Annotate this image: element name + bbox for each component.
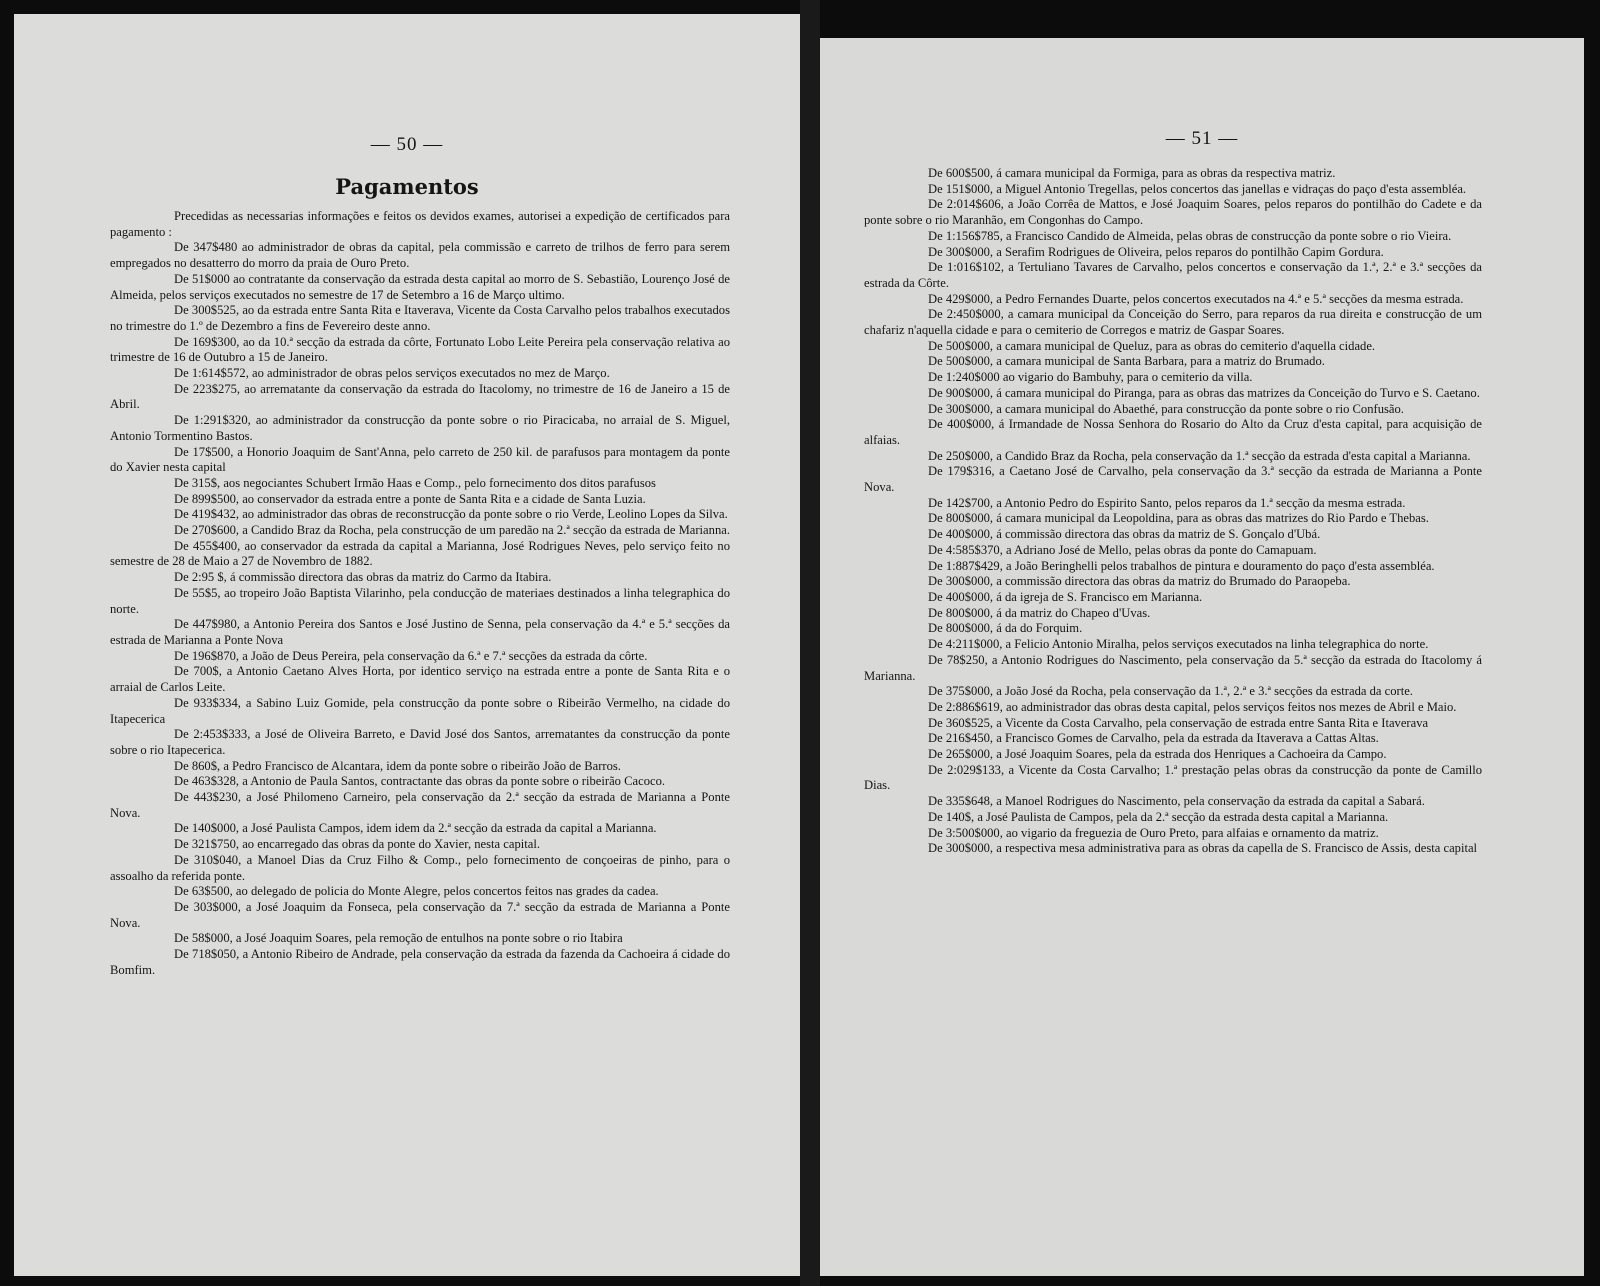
payment-entry: De 2:450$000, a camara municipal da Conceição do Serro, para reparos da rua direita e construcção de um chafariz n'aquella cidade e para o cemiterio de Corregos e matriz de Gaspar Soares. bbox=[864, 307, 1482, 338]
payment-entry: De 151$000, a Miguel Antonio Tregellas, pelos concertos das janellas e vidraças do paço d'esta assembléa. bbox=[928, 181, 1467, 196]
payment-entry: De 216$450, a Francisco Gomes de Carvalho, pela da estrada da Itaverava a Cattas Altas. bbox=[928, 731, 1379, 746]
payment-entry: De 2:014$606, a João Corrêa de Mattos, e José Joaquim Soares, pelos reparos do pontilhão do Cadete e da ponte sobre o rio Maranhão, em Congonhas do Campo. bbox=[864, 197, 1482, 228]
right-page bbox=[820, 38, 1584, 1276]
left-page bbox=[14, 14, 800, 1276]
payment-entry: De 400$000, á Irmandade de Nossa Senhora do Rosario do Alto da Cruz d'esta capital, para acquisição de alfaias. bbox=[864, 417, 1482, 447]
payment-entry: De 140$, a José Paulista de Campos, pela da 2.ª secção da estrada desta capital a Marianna. bbox=[928, 809, 1389, 824]
payment-entry: De 400$000, á da igreja de S. Francisco em Marianna. bbox=[928, 589, 1203, 604]
payment-entry: De 2:95 $, á commissão directora das obras da matriz do Carmo da Itabira. bbox=[174, 570, 552, 585]
payment-entry: De 860$, a Pedro Francisco de Alcantara, idem da ponte sobre o ribeirão João de Barros. bbox=[174, 758, 621, 773]
payment-entry: De 169$300, ao da 10.ª secção da estrada da côrte, Fortunato Lobo Leite Pereira pela conservação relativa ao trimestre de 16 de Outubro a 15 de Janeiro. bbox=[110, 334, 730, 365]
page-number-right: — 51 — bbox=[1165, 128, 1239, 149]
payment-entry: De 196$870, a João de Deus Pereira, pela conservação da 6.ª e 7.ª secções da estrada da côrte. bbox=[174, 648, 648, 663]
payment-entry: De 140$000, a José Paulista Campos, idem idem da 2.ª secção da estrada da capital a Marianna. bbox=[174, 821, 657, 836]
payment-entry: De 250$000, a Candido Braz da Rocha, pela conservação da 1.ª secção da estrada d'esta capital a Marianna. bbox=[928, 448, 1471, 463]
payment-entry: De 315$, aos negociantes Schubert Irmão Haas e Comp., pelo fornecimento dos ditos parafusos bbox=[174, 475, 656, 490]
payment-entry: De 900$000, á camara municipal do Piranga, para as obras das matrizes da Conceição do Turvo e S. Caetano. bbox=[928, 385, 1480, 400]
payment-entry: De 419$432, ao administrador das obras de reconstrucção da ponte sobre o rio Verde, Leolino Lopes da Silva. bbox=[174, 507, 728, 522]
payment-entry: De 265$000, a José Joaquim Soares, pela da estrada dos Henriques a Cachoeira da Campo. bbox=[928, 747, 1387, 762]
payment-entry: De 58$000, a José Joaquim Soares, pela remoção de entulhos na ponte sobre o rio Itabira bbox=[174, 931, 623, 946]
section-heading: Pagamentos bbox=[335, 174, 479, 199]
payment-entry: De 933$334, a Sabino Luiz Gomide, pela construcção da ponte sobre o Ribeirão Vermelho, na cidade do Itapecerica bbox=[110, 695, 730, 726]
book-gutter bbox=[800, 0, 820, 1286]
payment-entry: De 455$400, ao conservador da estrada da capital a Marianna, José Rodrigues Neves, pelo serviço feito no semestre de 28 de Maio a 27 de Novembro de 1882. bbox=[110, 538, 730, 569]
payment-entry: De 500$000, a camara municipal de Santa Barbara, para a matriz do Brumado. bbox=[928, 354, 1325, 369]
payment-entry: De 179$316, a Caetano José de Carvalho, pela conservação da 3.ª secção da estrada de Marianna a Ponte Nova. bbox=[864, 464, 1482, 495]
payment-entry: De 270$600, a Candido Braz da Rocha, pela construcção de um paredão na 2.ª secção da estrada de Marianna. bbox=[174, 523, 730, 538]
payment-entry: De 360$525, a Vicente da Costa Carvalho, pela conservação de estrada entre Santa Rita e Itaverava bbox=[928, 715, 1429, 730]
left-page-body bbox=[110, 209, 730, 978]
payment-entry: De 303$000, a José Joaquim da Fonseca, pela conservação da 7.ª secção da estrada de Marianna a Ponte Nova. bbox=[110, 899, 730, 930]
payment-entry: De 300$525, ao da estrada entre Santa Rita e Itaverava, Vicente da Costa Carvalho pelos trabalhos executados no trimestre do 1.º de Dezembro a fins de Fevereiro deste anno. bbox=[110, 303, 730, 333]
payment-entry: De 1:240$000 ao vigario do Bambuhy, para o cemiterio da villa. bbox=[928, 370, 1253, 385]
payment-entry: De 17$500, a Honorio Joaquim de Sant'Anna, pelo carreto de 250 kil. de parafusos para montagem da ponte do Xavier nesta capital bbox=[110, 444, 730, 475]
payment-entry: De 600$500, á camara municipal da Formiga, para as obras da respectiva matriz. bbox=[928, 166, 1336, 180]
payment-entry: De 2:453$333, a José de Oliveira Barreto, e David José dos Santos, arrematantes da construcção da ponte sobre o rio Itapecerica. bbox=[110, 727, 730, 757]
payment-entry: De 310$040, a Manoel Dias da Cruz Filho & Comp., pelo fornecimento de conçoeiras de pinho, para o assoalho da referida ponte. bbox=[110, 852, 730, 883]
payment-entry: De 375$000, a João José da Rocha, pela conservação da 1.ª, 2.ª e 3.ª secções da estrada da corte. bbox=[928, 684, 1413, 699]
payment-entry: Precedidas as necessarias informações e feitos os devidos exames, autorisei a expedição de certificados para pagamento : bbox=[110, 209, 730, 239]
payment-entry: De 1:887$429, a João Beringhelli pelos trabalhos de pintura e douramento do paço d'esta assembléa. bbox=[928, 558, 1435, 573]
payment-entry: De 1:614$572, ao administrador de obras pelos serviços executados no mez de Março. bbox=[174, 366, 610, 381]
payment-entry: De 500$000, a camara municipal de Queluz, para as obras do cemiterio d'aquella cidade. bbox=[928, 338, 1376, 353]
payment-entry: De 4:585$370, a Adriano José de Mello, pelas obras da ponte do Camapuam. bbox=[928, 542, 1317, 557]
payment-entry: De 2:029$133, a Vicente da Costa Carvalho; 1.ª prestação pelas obras da construcção da ponte de Camillo Dias. bbox=[864, 762, 1482, 793]
payment-entry: De 78$250, a Antonio Rodrigues do Nascimento, pela conservação da 5.ª secção da estrada do Itacolomy á Marianna. bbox=[864, 652, 1482, 683]
payment-entry: De 800$000, á da do Forquim. bbox=[928, 621, 1083, 636]
payment-entry: De 899$500, ao conservador da estrada entre a ponte de Santa Rita e a cidade de Santa Luzia. bbox=[174, 491, 646, 506]
payment-entry: De 1:291$320, ao administrador da construcção da ponte sobre o rio Piracicaba, no arraial de S. Miguel, Antonio Tormentino Bastos. bbox=[110, 413, 730, 443]
payment-entry: De 718$050, a Antonio Ribeiro de Andrade, pela conservação da estrada da fazenda da Cachoeira á cidade do Bomfim. bbox=[110, 947, 730, 977]
payment-entry: De 3:500$000, ao vigario da freguezia de Ouro Preto, para alfaias e ornamento da matriz. bbox=[928, 825, 1379, 840]
payment-entry: De 400$000, á commissão directora das obras da matriz de S. Gonçalo d'Ubá. bbox=[928, 527, 1321, 542]
payment-entry: De 1:156$785, a Francisco Candido de Almeida, pelas obras de construcção da ponte sobre o rio Vieira. bbox=[928, 228, 1452, 243]
payment-entry: De 335$648, a Manoel Rodrigues do Nascimento, pela conservação da estrada da capital a Sabará. bbox=[928, 794, 1425, 809]
payment-entry: De 2:886$619, ao administrador das obras desta capital, pelos serviços feitos nos mezes de Abril e Maio. bbox=[928, 699, 1457, 714]
right-page-body bbox=[864, 166, 1482, 857]
payment-entry: De 1:016$102, a Tertuliano Tavares de Carvalho, pelos concertos e conservação da 1.ª, 2.ª e 3.ª secções da estrada da Côrte. bbox=[864, 260, 1482, 290]
payment-entry: De 447$980, a Antonio Pereira dos Santos e José Justino de Senna, pela conservação da 4.ª e 5.ª secções da estrada de Marianna a Ponte Nova bbox=[110, 617, 730, 647]
payment-entry: De 300$000, a commissão directora das obras da matriz do Brumado do Paraopeba. bbox=[928, 574, 1351, 589]
payment-entry: De 223$275, ao arrematante da conservação da estrada do Itacolomy, no trimestre de 16 de Janeiro a 15 de Abril. bbox=[110, 381, 730, 412]
payment-entry: De 443$230, a José Philomeno Carneiro, pela conservação da 2.ª secção da estrada de Marianna a Ponte Nova. bbox=[110, 790, 730, 820]
payment-entry: De 347$480 ao administrador de obras da capital, pela commissão e carreto de trilhos de ferro para serem empregados no desatterro do morro da praia de Ouro Preto. bbox=[110, 240, 730, 271]
payment-entry: De 463$328, a Antonio de Paula Santos, contractante das obras da ponte sobre o ribeirão Cacoco. bbox=[174, 774, 666, 789]
payment-entry: De 51$000 ao contratante da conservação da estrada desta capital ao morro de S. Sebastião, Lourenço José de Almeida, pelos serviços executados no semestre de 17 de Setembro a 16 de Março ultimo. bbox=[110, 271, 730, 302]
payment-entry: De 55$5, ao tropeiro João Baptista Vilarinho, pela conducção de materiaes destinados a linha telegraphica do norte. bbox=[110, 585, 730, 616]
payment-entry: De 300$000, a respectiva mesa administrativa para as obras da capella de S. Francisco de Assis, desta capital bbox=[928, 841, 1478, 856]
payment-entry: De 321$750, ao encarregado das obras da ponte do Xavier, nesta capital. bbox=[174, 837, 540, 852]
page-number-left: — 50 — bbox=[370, 134, 444, 155]
payment-entry: De 4:211$000, a Felicio Antonio Miralha, pelos serviços executados na linha telegraphica do norte. bbox=[928, 637, 1429, 652]
payment-entry: De 142$700, a Antonio Pedro do Espirito Santo, pelos reparos da 1.ª secção da mesma estrada. bbox=[928, 495, 1406, 510]
payment-entry: De 800$000, á camara municipal da Leopoldina, para as obras das matrizes do Rio Pardo e Thebas. bbox=[928, 511, 1429, 526]
payment-entry: De 300$000, a Serafim Rodrigues de Oliveira, pelos reparos do pontilhão Capim Gordura. bbox=[928, 244, 1384, 259]
payment-entry: De 300$000, a camara municipal do Abaethé, para construcção da ponte sobre o rio Confusão. bbox=[928, 401, 1404, 416]
payment-entry: De 429$000, a Pedro Fernandes Duarte, pelos concertos executados na 4.ª e 5.ª secções da mesma estrada. bbox=[928, 291, 1464, 306]
payment-entry: De 800$000, á da matriz do Chapeo d'Uvas. bbox=[928, 605, 1151, 620]
payment-entry: De 63$500, ao delegado de policia do Monte Alegre, pelos concertos feitos nas grades da cadea. bbox=[174, 884, 659, 899]
payment-entry: De 700$, a Antonio Caetano Alves Horta, por identico serviço na estrada entre a ponte de Santa Rita e o arraial de Carlos Leite. bbox=[110, 664, 730, 695]
